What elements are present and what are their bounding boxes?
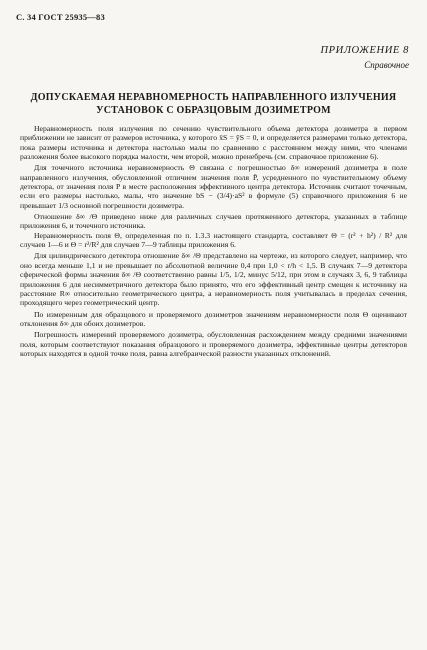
paragraph-6: По измеренным для образцового и проверяемого дозиметров значениям неравномерности поля Θ оценивают отклонения δ∞ для обоих дозиметров. xyxy=(20,309,407,328)
title-line-1: ДОПУСКАЕМАЯ НЕРАВНОМЕРНОСТЬ НАПРАВЛЕННОГО ИЗЛУЧЕНИЯ xyxy=(30,92,397,103)
title-line-2: УСТАНОВОК С ОБРАЗЦОВЫМ ДОЗИМЕТРОМ xyxy=(96,105,331,116)
page-header: С. 34 ГОСТ 25935—83 xyxy=(16,12,105,22)
appendix-type: Справочное xyxy=(364,60,409,70)
paragraph-4: Неравномерность поля Θ, определенная по п. 1.3.3 настоящего стандарта, составляет Θ = (r² + h²) / R² для случаев 1—6 и Θ = r²/R² для случаев 7—9 таблицы приложения 6. xyxy=(20,230,407,250)
document-title xyxy=(20,91,407,117)
paragraph-1: Неравномерность поля излучения по сечению чувствительного объема детектора дозиметра в первом приближении не зависит от размеров источника, у которого x̄S = ȳS = 0, и определяется размерами только детектора, пока размеры источника и детектора настолько малы по сравнению с расстоянием между ними, что членами разложения более высокого порядка малости, чем второй, можно пренебречь (см. справочное приложение 6). xyxy=(20,124,407,162)
paragraph-2: Для точечного источника неравномерность Θ связана с погрешностью δ∞ измерений дозиметра в поле направленного излучения, обусловленной отличием значения поля P̄, усредненного по чувствительному объему детектора, от значения поля P в месте расположения эффективного центра детектора. Источник считают точечным, если его размеры настолько, малы, что значение bS − (3/4)·aS² в формуле (5) справочного приложения 6 не превышает 1/3 основной погрешности дозиметра. xyxy=(20,163,407,210)
appendix-number: ПРИЛОЖЕНИЕ 8 xyxy=(320,45,409,56)
paragraph-3: Отношение δ∞ /Θ приведено ниже для различных случаев протяженного детектора, указанных в таблице приложения 6, и точечного источника. xyxy=(20,212,407,231)
appendix-label xyxy=(320,44,409,72)
document-body xyxy=(20,124,407,358)
paragraph-7: Погрешность измерений проверяемого дозиметра, обусловленная расхождением между средними значениями поля, которым соответствуют показания образцового и проверяемого дозиметра, эффективные центры детекторов которых находятся в одной точке поля, равна алгебраической разности указанных отклонений. xyxy=(20,330,407,358)
paragraph-5: Для цилиндрического детектора отношение δ∞ /Θ представлено на чертеже, из которого следует, например, что оно всегда меньше 1,1 и не превышает по абсолютной величине 0,4 при 1,0 < r/h < 1,5. В случаях 7—9 детектора сферической формы значения δ∞ /Θ соответственно равны 1/5, 1/2, минус 5/12, при этом в случаях 3, 6, 9 таблицы приложения 6 для несимметричного детектора было принято, что его эффективный центр смещен к источнику на расстояние R∞ относительно геометрического центра, а неравномерность поля учитывалась в пределах сечения, проходящего через геометрический центр. xyxy=(20,251,407,308)
